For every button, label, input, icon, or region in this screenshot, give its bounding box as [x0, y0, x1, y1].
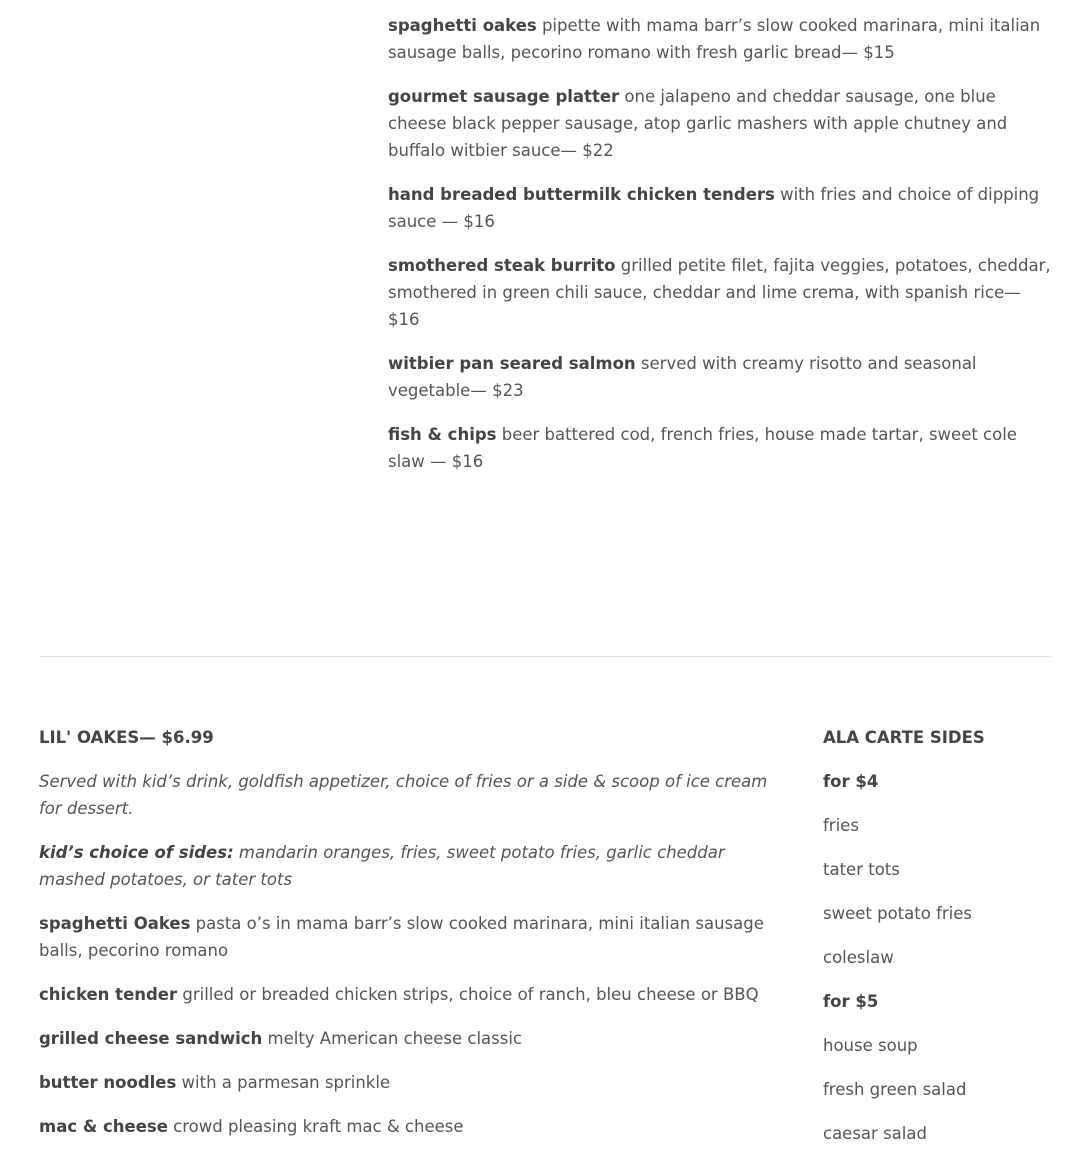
side-item: coleslaw: [823, 948, 894, 967]
kids-item-description: melty American cheese classic: [262, 1029, 523, 1048]
menu-item: [388, 83, 1052, 164]
kids-item-name: butter noodles: [39, 1073, 177, 1092]
side-item: house soup: [823, 1036, 918, 1055]
kids-item-description: with a parmesan sprinkle: [176, 1073, 391, 1092]
menu-item-description: beer battered cod, french fries, house made tartar, sweet cole slaw — $16: [388, 425, 1017, 471]
sides-price-4: for $4: [823, 772, 879, 791]
menu-item: [388, 12, 1052, 66]
kids-sides-text: mandarin oranges, fries, sweet potato fries, garlic cheddar mashed potatoes, or tater tots: [39, 843, 725, 889]
side-item: caesar salad: [823, 1124, 927, 1143]
kids-menu-item: [39, 910, 789, 964]
menu-item-description: with fries and choice of dipping sauce — $16: [388, 185, 1040, 231]
kids-menu-heading: LIL' OAKES— $6.99: [39, 728, 214, 747]
kids-item-name: mac & cheese: [39, 1117, 168, 1136]
menu-item-description: pipette with mama barr’s slow cooked marinara, mini italian sausage balls, pecorino romano with fresh garlic bread— $15: [388, 16, 1041, 62]
kids-menu-item: [39, 1069, 789, 1096]
kids-menu-item: [39, 1025, 789, 1052]
kids-item-description: pasta o’s in mama barr’s slow cooked marinara, mini italian sausage balls, pecorino romano: [39, 914, 764, 960]
kids-item-description: crowd pleasing kraft mac & cheese: [167, 1117, 464, 1136]
sides-price-5: for $5: [823, 992, 879, 1011]
menu-item-name: spaghetti oakes: [388, 16, 537, 35]
sides-heading: ALA CARTE SIDES: [823, 728, 985, 747]
kids-item-name: chicken tender: [39, 985, 178, 1004]
menu-item-name: gourmet sausage platter: [388, 87, 620, 106]
menu-item-name: hand breaded buttermilk chicken tenders: [388, 185, 775, 204]
kids-sides-label: kid’s choice of sides:: [39, 843, 234, 862]
kids-item-name: spaghetti Oakes: [39, 914, 191, 933]
side-item: fresh green salad: [823, 1080, 967, 1099]
menu-item-name: fish & chips: [388, 425, 497, 444]
menu-item-description: grilled petite filet, fajita veggies, potatoes, cheddar, smothered in green chili sauce, cheddar and lime crema, with spanish rice— $16: [388, 256, 1051, 329]
kids-sides-note: [39, 839, 789, 893]
menu-item-description: served with creamy risotto and seasonal vegetable— $23: [388, 354, 977, 400]
kids-menu-item: [39, 981, 789, 1008]
side-item: tater tots: [823, 860, 900, 879]
menu-item-name: witbier pan seared salmon: [388, 354, 636, 373]
side-item: sweet potato fries: [823, 904, 972, 923]
menu-item: [388, 181, 1052, 235]
kids-menu-intro: Served with kid’s drink, goldfish appetizer, choice of fries or a side & scoop of ice cream for dessert.: [39, 772, 768, 818]
side-item: fries: [823, 816, 859, 835]
menu-item-description: one jalapeno and cheddar sausage, one blue cheese black pepper sausage, atop garlic mashers with apple chutney and buffalo witbier sauce— $22: [388, 87, 1008, 160]
menu-item: [388, 350, 1052, 404]
kids-item-description: grilled or breaded chicken strips, choice of ranch, bleu cheese or BBQ: [177, 985, 759, 1004]
menu-item: [388, 421, 1052, 475]
entrees-section: [388, 12, 1052, 492]
section-divider: [39, 656, 1051, 657]
menu-item-name: smothered steak burrito: [388, 256, 616, 275]
kids-item-name: grilled cheese sandwich: [39, 1029, 263, 1048]
kids-menu-section: [39, 724, 789, 1157]
menu-item: [388, 252, 1052, 333]
ala-carte-sides-section: [823, 724, 1053, 1164]
